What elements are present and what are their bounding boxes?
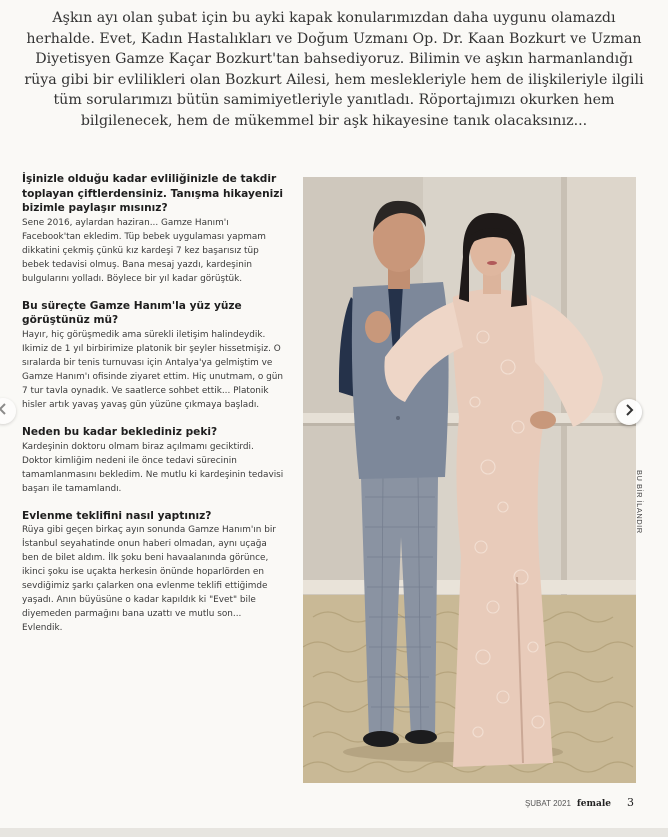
previous-slide-button[interactable] [0,398,16,424]
page-footer [525,796,634,809]
interview-column [22,172,284,648]
answer-1: Sene 2016, aylardan haziran... Gamze Hanım'ı Facebook'tan ekledim. Tüp bebek uygulaması yapmam dikkatini çekmiş çünkü kız kardeşi 7 kez başarısız tüp bebek tedavisi olmuş. Bana mesaj yazdı, kardeşinin bulgularını yolladı. Böylece bir yıl kadar görüştük. [22,217,266,284]
chevron-left-icon [0,402,8,420]
advertorial-label: BU BİR İLANDIR [635,470,644,534]
question-2: Bu süreçte Gamze Hanım'la yüz yüze görüştünüz mü? [22,299,242,327]
couple-photo [303,177,636,783]
bottom-edge [0,828,668,837]
question-3: Neden bu kadar beklediniz peki? [22,425,218,438]
question-4: Evlenme teklifini nasıl yaptınız? [22,509,212,522]
issue-date: ŞUBAT 2021 [524,799,571,808]
answer-2: Hayır, hiç görüşmedik ama sürekli iletişim halindeydik. Ikimiz de 1 yıl birbirimize platonik bir şeyler hissetmişiz. O sıralarda bir tenis turnuvası için Antalya'ya gelmiştim ve Gamze Hanım'ı ofisinde ziyaret ettim. Hiç unutmam, o gün 7 tur tavla oynadık. Ve saatlerce sohbet ettik... Platonik hisler artık yavaş yavaş gün yüzüne çıkmaya başladı. [22,329,284,410]
question-1: İşinizle olduğu kadar evliliğinizle de takdir toplayan çiftlerdensiniz. Tanışma hikayenizi bizimle paylaşır mısınız? [22,173,284,215]
magazine-brand: female [576,799,611,809]
chevron-right-icon [624,403,634,421]
next-slide-button[interactable] [616,399,642,425]
answer-3: Kardeşinin doktoru olmam biraz açılmamı geciktirdi. Doktor kimliğim nedeni ile önce tedavi sürecinin tamamlanmasını bekledim. Ne mutlu ki kardeşinin tedavisi başarı ile tamamlandı. [22,441,284,494]
page-number: 3 [627,796,634,809]
intro-paragraph: Aşkın ayı olan şubat için bu ayki kapak konularımızdan daha uygunu olamazdı herhalde. Evet, Kadın Hastalıkları ve Doğum Uzmanı Op. Dr. Kaan Bozkurt ve Uzman Diyetisyen Gamze Kaçar Bozkurt'tan bahsediyoruz. Bilimin ve aşkın harmanlandığı rüya gibi bir evlilikleri olan Bozkurt Ailesi, hem meslekleriyle hem de ilişkileriyle ilgili tüm sorularımızı bütün samimiyetleriyle yanıtladı. Röportajımızı okurken hem bilgilenecek, hem de mükemmel bir aşk hikayesine tanık olacaksınız... [24,10,644,129]
answer-4: Rüya gibi geçen birkaç ayın sonunda Gamze Hanım'ın bir İstanbul seyahatinde onun haberi olmadan, aynı uçağa ben de bilet aldım. İlk şoku beni havaalanında görünce, ikinci şoku ise uçakta herkesin önünde hoparlörden en sevdiğimiz şarkı çalarken ona evlenme teklifi ettiğimde yaşadı. Anın büyüsüne o kadar kapıldık ki "Evet" bile diyemeden parmağını bana uzattı ve mutlu son... Evlendik. [22,525,276,634]
